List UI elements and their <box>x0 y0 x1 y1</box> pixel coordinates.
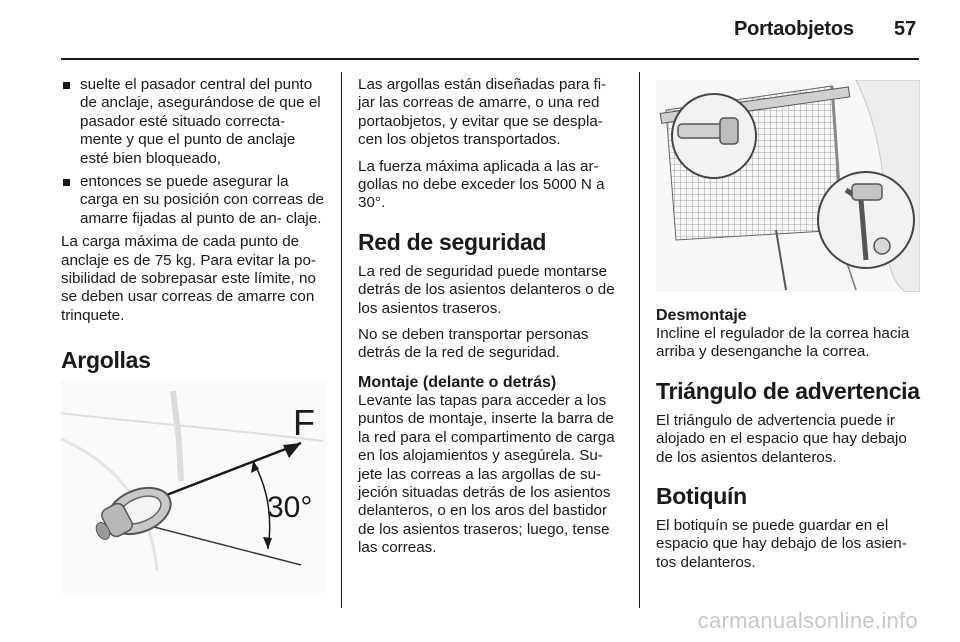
column-2 <box>358 76 624 566</box>
paragraph-no-persons: No se deben transportar personas detrás de la red de seguridad. <box>358 326 589 362</box>
paragraph-max-load: La carga máxima de cada punto de anclaje es de 75 kg. Para evitar la po- sibilidad de sobrepasar este límite, no se deben usar correas de amarre con trinquete. <box>61 233 316 324</box>
heading-red-de-seguridad: Red de seguridad <box>358 228 547 255</box>
column-1 <box>61 76 326 603</box>
paragraph-desmontaje: Incline el regulador de la correa hacia arriba y desenganche la correa. <box>656 325 910 361</box>
bullet-item: suelte el pasador central del punto de anclaje, asegurándose de que el pasador esté situado correcta- mente y que el punto de anclaje esté bien bloqueado, <box>61 76 326 168</box>
angle-label: 30° <box>267 491 313 525</box>
subheading-desmontaje: Desmontaje <box>656 307 747 324</box>
paragraph-max-force: La fuerza máxima aplicada a las ar- gollas no debe exceder los 5000 N a 30°. <box>358 157 605 212</box>
paragraph-botiquin: El botiquín se puede guardar en el espacio que hay debajo de los asien- tos delanteros. <box>656 517 907 571</box>
anchor-ring-illustration <box>61 381 326 593</box>
bullet-item: entonces se puede asegurar la carga en su posición con correas de amarre fijadas al punto de an- claje. <box>61 173 326 228</box>
paragraph-safety-net-mount: La red de seguridad puede montarse detrás de los asientos delanteros o de los asientos traseros. <box>358 262 615 317</box>
header-rule <box>61 58 919 60</box>
page-number: 57 <box>894 18 917 40</box>
page-header-title: Portaobjetos <box>734 18 854 40</box>
heading-argollas: Argollas <box>61 347 151 374</box>
column-divider-right <box>639 72 640 608</box>
subheading-montaje: Montaje (delante o detrás) <box>358 373 557 391</box>
bullet-list <box>61 76 326 228</box>
heading-botiquin: Botiquín <box>656 483 747 510</box>
column-3 <box>656 76 922 580</box>
paragraph-triangulo: El triángulo de advertencia puede ir alojado en el espacio que hay debajo de los asientos delanteros. <box>656 411 907 466</box>
paragraph-argollas-purpose: Las argollas están diseñadas para fi- jar las correas de amarre, o una red portaobjetos, y evitar que se despla- cen los objetos transportados. <box>358 76 607 149</box>
watermark: carmanualsonline.info <box>697 608 918 633</box>
force-label: F <box>293 402 315 444</box>
safety-net-illustration <box>656 80 920 292</box>
column-divider-left <box>341 72 342 608</box>
paragraph-montaje-steps: Levante las tapas para acceder a los puntos de montaje, inserte la barra de la red para el compartimento de carga en los alojamientos y asegúrela. Su- jete las correas a las argollas de su- jeción situadas detrás de los asientos delanteros, o en los aros del bastidor de los asientos traseros; luego, tense las correas. <box>358 391 615 557</box>
heading-triangulo: Triángulo de advertencia <box>656 377 920 404</box>
